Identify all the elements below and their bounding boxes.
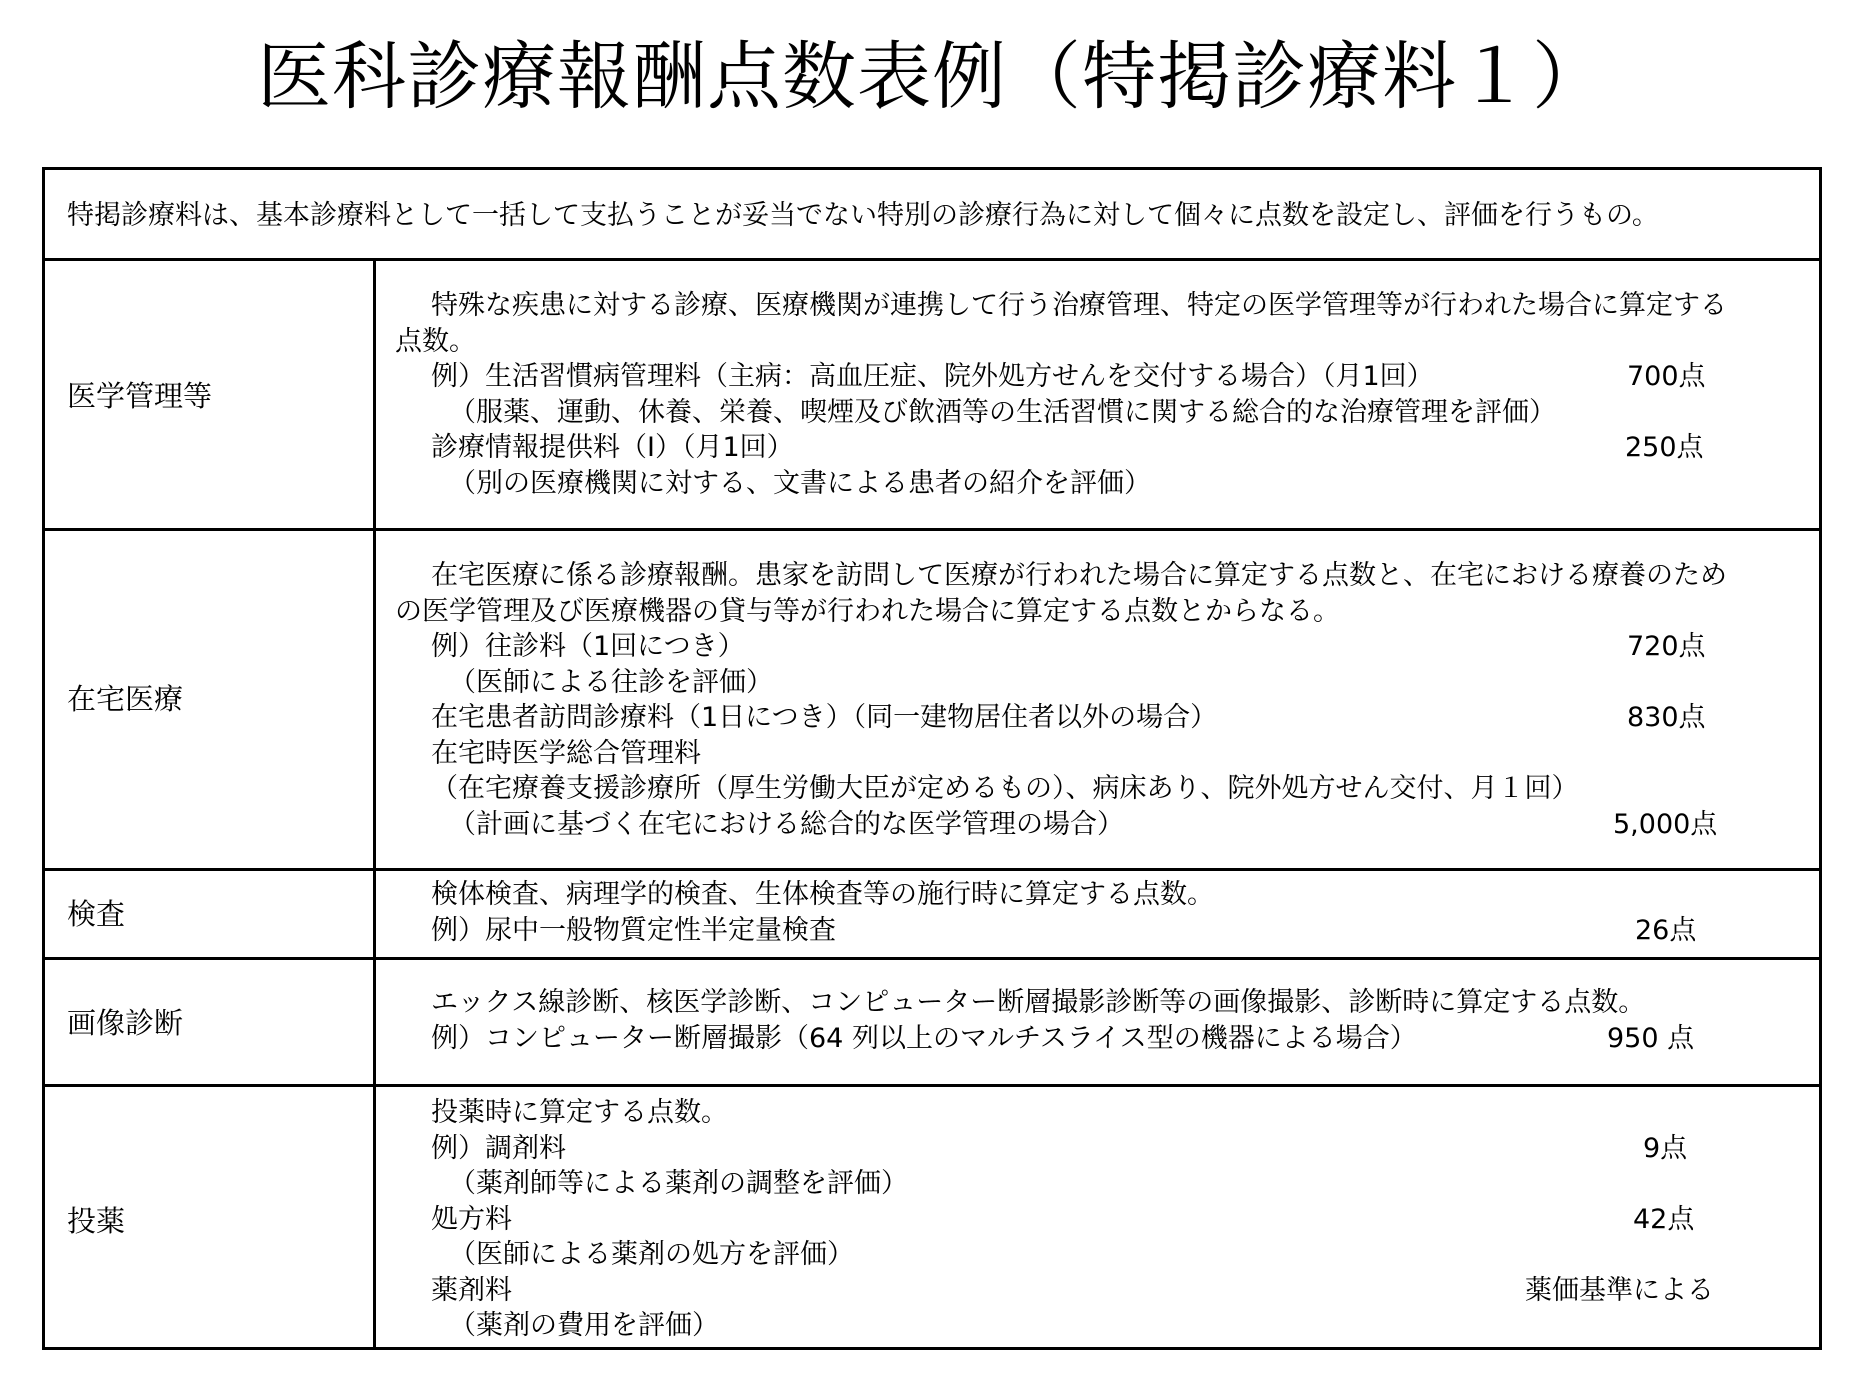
- example-item-label: 処方料: [431, 1203, 512, 1235]
- row-divider: [45, 868, 1819, 871]
- example-item: [395, 1202, 1815, 1238]
- example-item: [395, 1273, 1815, 1309]
- example-note: （医師による往診を評価）: [449, 666, 773, 698]
- section-description: 検体検査、病理学的検査、生体検査等の施行時に算定する点数。: [431, 879, 1214, 910]
- row-divider: [45, 1084, 1819, 1087]
- section-label-examination: 検査: [67, 897, 126, 931]
- section-label-imaging: 画像診断: [67, 1006, 184, 1040]
- example-points: 42点: [1633, 1203, 1695, 1235]
- example-item-label: 例）生活習慣病管理料（主病：高血圧症、院外処方せんを交付する場合）（月1回）: [431, 361, 1434, 392]
- example-item-label: 在宅患者訪問診療料（1日につき）（同一建物居住者以外の場合）: [431, 702, 1218, 733]
- example-points: 720点: [1627, 631, 1706, 662]
- section-content-medical-management: [395, 288, 1815, 501]
- example-item-label: 例）コンピューター断層撮影（64 列以上のマルチスライス型の機器による場合）: [431, 1022, 1417, 1054]
- example-points: 830点: [1627, 702, 1706, 733]
- example-note: （薬剤師等による薬剤の調整を評価）: [449, 1168, 908, 1199]
- example-points: 950 点: [1607, 1022, 1695, 1054]
- example-note: （薬剤の費用を評価）: [449, 1310, 719, 1341]
- section-label-home-care: 在宅医療: [67, 682, 184, 716]
- row-divider: [45, 957, 1819, 960]
- section-label-medication: 投薬: [67, 1204, 126, 1238]
- example-note-text: （計画に基づく在宅における総合的な医学管理の場合）: [449, 808, 1124, 840]
- example-item: [395, 629, 1815, 665]
- section-content-medication: [395, 1095, 1815, 1344]
- example-item: [395, 1131, 1815, 1167]
- example-points: 700点: [1627, 361, 1706, 392]
- example-item: [395, 359, 1815, 395]
- example-item: [395, 700, 1815, 736]
- section-description: エックス線診断、核医学診断、コンピューター断層撮影診断等の画像撮影、診断時に算定する点数。: [431, 987, 1646, 1018]
- example-condition: （在宅療養支援診療所（厚生労働大臣が定めるもの）、病床あり、院外処方せん交付、月１回）: [431, 773, 1579, 804]
- example-points: 薬価基準による: [1525, 1274, 1714, 1306]
- section-description: 特殊な疾患に対する診療、医療機関が連携して行う治療管理、特定の医学管理等が行われた場合に算定する: [431, 290, 1727, 321]
- example-points: 26点: [1635, 914, 1697, 946]
- section-content-imaging: [395, 985, 1815, 1056]
- intro-text: 特掲診療料は、基本診療料として一括して支払うことが妥当でない特別の診療行為に対して個々に点数を設定し、評価を行うもの。: [67, 200, 1659, 231]
- section-description: の医学管理及び医療機器の貸与等が行われた場合に算定する点数とからなる。: [395, 595, 1340, 627]
- example-item-label: 例）調剤料: [431, 1132, 566, 1164]
- example-points: 9点: [1643, 1132, 1688, 1164]
- section-content-examination: [395, 877, 1815, 948]
- example-item: [395, 430, 1815, 466]
- example-item-label: 薬剤料: [431, 1274, 512, 1306]
- section-description: 投薬時に算定する点数。: [431, 1097, 728, 1128]
- row-divider: [45, 528, 1819, 531]
- example-item-label: 例）尿中一般物質定性半定量検査: [431, 914, 836, 946]
- example-points: 5,000点: [1613, 808, 1718, 840]
- example-note: [395, 807, 1815, 843]
- section-label-medical-management: 医学管理等: [67, 379, 213, 413]
- example-item: [395, 1021, 1815, 1057]
- fee-table: [42, 167, 1822, 1350]
- example-note: （別の医療機関に対する、文書による患者の紹介を評価）: [449, 467, 1151, 499]
- section-content-home-care: [395, 558, 1815, 842]
- column-divider: [373, 258, 376, 1347]
- example-item: [395, 913, 1815, 949]
- section-description: 在宅医療に係る診療報酬。患家を訪問して医療が行われた場合に算定する点数と、在宅における療養のため: [431, 560, 1727, 591]
- example-item-label: 例）往診料（1回につき）: [431, 631, 745, 662]
- row-divider: [45, 258, 1819, 261]
- example-note: （服薬、運動、休養、栄養、喫煙及び飲酒等の生活習慣に関する総合的な治療管理を評価）: [449, 396, 1556, 428]
- section-description: 点数。: [395, 325, 476, 357]
- page-title: 医科診療報酬点数表例（特掲診療料１）: [257, 34, 1607, 120]
- example-note: （医師による薬剤の処方を評価）: [449, 1239, 854, 1270]
- example-item-label: 診療情報提供料（Ⅰ）（月1回）: [431, 432, 794, 463]
- example-points: 250点: [1625, 432, 1704, 463]
- example-item-label: 在宅時医学総合管理料: [431, 737, 701, 769]
